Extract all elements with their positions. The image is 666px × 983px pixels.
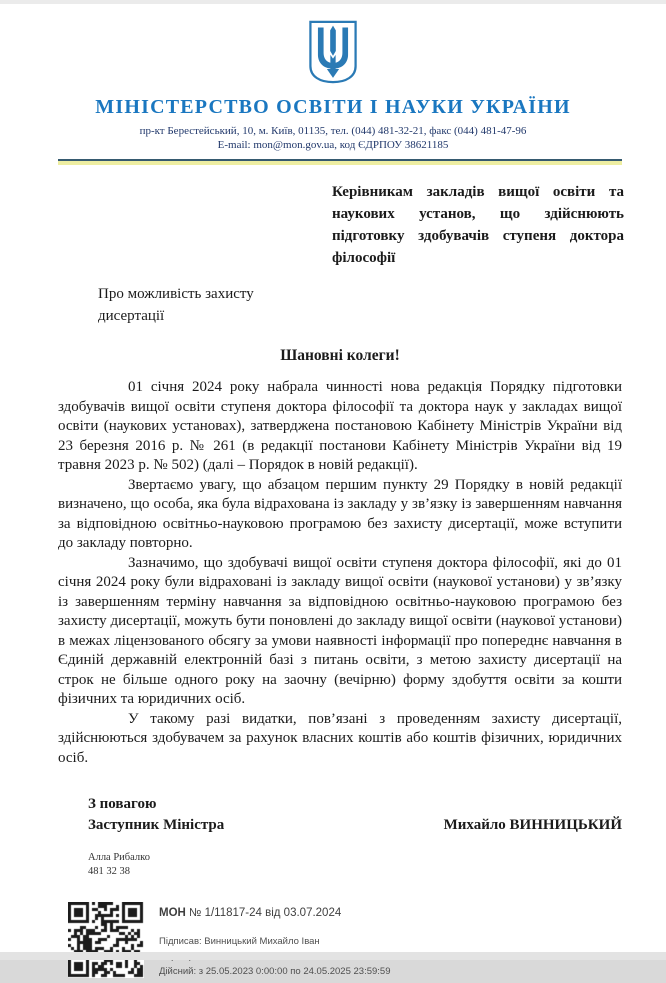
address-line: пр-кт Берестейський, 10, м. Київ, 01135, тел. (044) 481-32-21, факс (044) 481-47-96 (139, 125, 527, 137)
letterhead (0, 0, 666, 152)
signer-line: Підписав: Винницький Михайло Іван (159, 936, 320, 947)
org-abbr: МОН (159, 907, 186, 919)
recipient-block: Керівникам закладів вищої освіти та наукових установ, що здійснюють підготовку здобувачів ступеня доктора філософії (332, 184, 624, 266)
subject-line: Про можливість захисту дисертації (98, 286, 254, 324)
paragraph-2: Звертаємо увагу, що абзацом першим пункту 29 Порядку в новій редакції визначено, що особа, яка була відрахована із закладу у зв’язку із завершенням навчання за відповідною освітньо-науковою програмою без захисту дисертації, може вступити до закладу повторно. (58, 476, 622, 551)
executor-block (88, 851, 666, 878)
page-top-edge (0, 0, 666, 4)
document-number-line (159, 907, 435, 919)
flag-divider (58, 159, 622, 165)
signature-row (88, 815, 622, 836)
closing-phrase: З повагою (88, 796, 157, 812)
page-bottom-edge (0, 952, 666, 960)
paragraph-4: У такому разі видатки, пов’язані з проведенням захисту дисертації, здійснюються здобувачем за рахунок власних коштів або коштів фізичних, юридичних осіб. (58, 710, 622, 766)
paragraph-1: 01 січня 2024 року набрала чинності нова редакція Порядку підготовки здобувачів вищої освіти ступеня доктора філософії та доктора наук у закладах вищої освіти (наукових установах), затверджена постановою Кабінету Міністрів України від 23 березня 2016 р. № 261 (в редакції постанови Кабінету Міністрів України від 19 травня 2023 р. № 502) (далі – Порядок в новій редакції). (58, 379, 622, 473)
executor-phone: 481 32 38 (88, 865, 130, 877)
validity-line: Дійсний: з 25.05.2023 0:00:00 по 24.05.2025 23:59:59 (159, 966, 391, 977)
email-line: E-mail: mon@mon.gov.ua, код ЄДРПОУ 38621185 (217, 139, 449, 151)
salutation: Шановні колеги! (280, 347, 400, 364)
signer-position: Заступник Міністра (88, 817, 225, 833)
doc-number: № 1/11817-24 від 03.07.2024 (189, 907, 342, 919)
paragraph-3: Зазначимо, що здобувачі вищої освіти ступеня доктора філософії, які до 01 січня 2024 року були відраховані із закладу вищої освіти (наукової установи) у зв’язку із завершенням терміну навчання за відповідною освітньо-науковою програмою без захисту дисертації, можуть бути поновлені до закладу вищої освіти (наукової установи) в межах ліцензованого обсягу за умови наявності інформації про попереднє навчання в Єдиній державній електронній базі з питань освіти, з метою захисту дисертації на строк не більше одного року на заочну (вечірню) форму здобуття освіти за кошти фізичних та юридичних осіб. (58, 554, 622, 707)
ministry-title: МІНІСТЕРСТВО ОСВІТИ І НАУКИ УКРАЇНИ (95, 96, 571, 118)
qr-code (68, 902, 144, 983)
signer-name: Михайло ВИННИЦЬКИЙ (443, 817, 622, 833)
executor-name: Алла Рибалко (88, 852, 150, 863)
digital-signature-stamp (68, 902, 666, 983)
ukraine-trident-icon (308, 20, 358, 84)
divider-yellow-line (58, 161, 622, 165)
letter-body (58, 378, 622, 768)
